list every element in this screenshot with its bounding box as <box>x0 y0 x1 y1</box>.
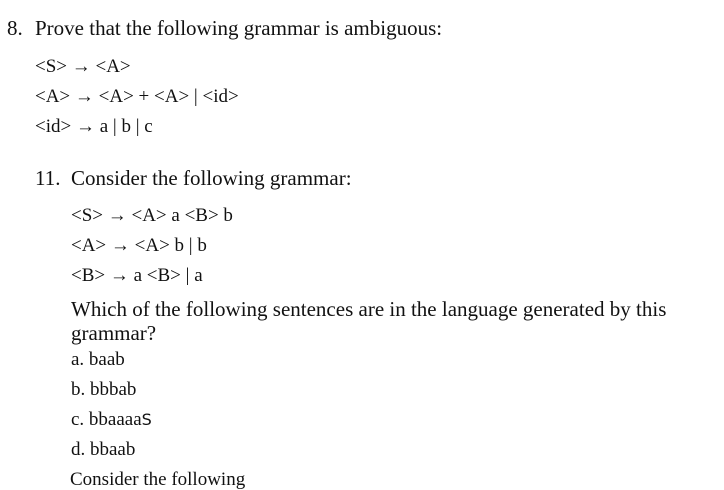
question-11-rule-2: <A> → <A> b | b <box>71 235 207 256</box>
option-a: a. baab <box>71 349 125 370</box>
option-d: d. bbaab <box>71 439 136 460</box>
option-c-prefix: c. bbaaaa <box>71 409 142 430</box>
question-11-rule-1: <S> → <A> a <B> b <box>71 205 233 226</box>
question-11-question-line-2: grammar? <box>71 321 157 345</box>
question-8-number: 8. <box>7 16 23 40</box>
question-11-number: 11. <box>35 166 61 190</box>
option-c-suffix: S <box>141 410 153 429</box>
option-c <box>71 410 152 429</box>
option-b: b. bbbab <box>71 379 137 400</box>
question-8-rule-2: <A> → <A> + <A> | <id> <box>35 86 239 107</box>
question-11-question-line-1: Which of the following sentences are in the language generated by this <box>71 297 667 321</box>
cut-off-next-question-text: Consider the following <box>70 469 246 490</box>
cut-off-next-question <box>70 466 280 490</box>
question-8-rule-3: <id> → a | b | c <box>35 116 153 137</box>
question-11-rule-3: <B> → a <B> | a <box>71 265 203 286</box>
question-8-prompt: Prove that the following grammar is ambiguous: <box>35 16 443 40</box>
question-8-rule-1: <S> → <A> <box>35 56 131 77</box>
question-11-prompt: Consider the following grammar: <box>71 166 352 190</box>
